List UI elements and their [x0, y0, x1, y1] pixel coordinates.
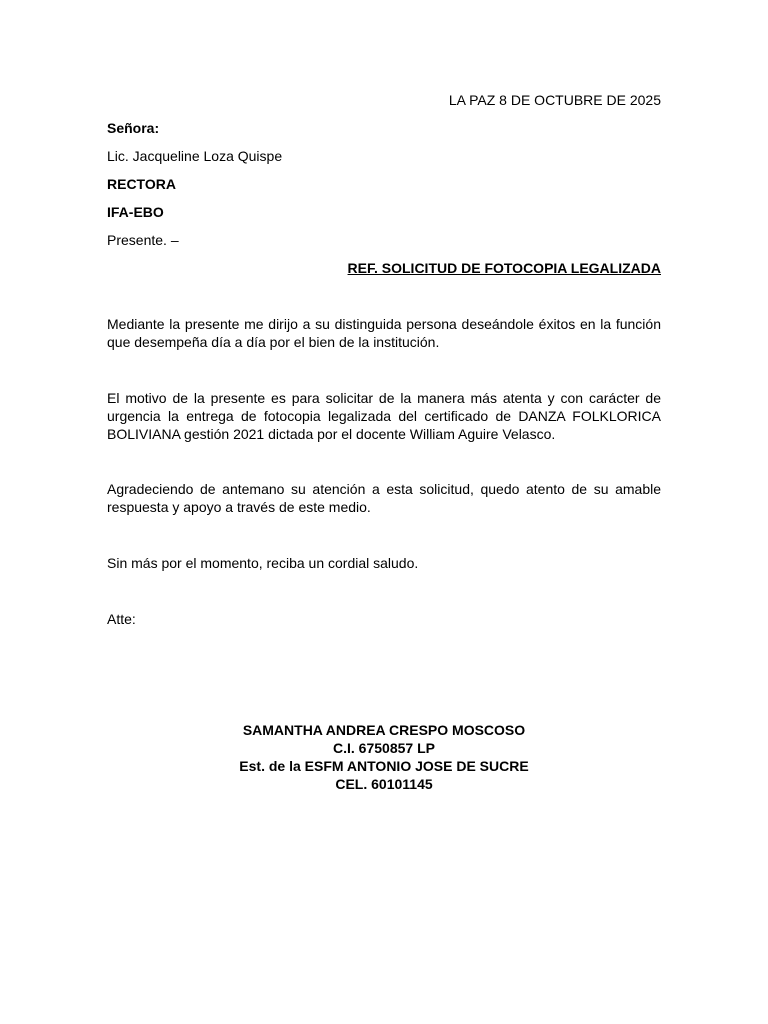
body-paragraph-3: Agradeciendo de antemano su atención a esta solicitud, quedo atento de su amable respuesta y apoyo a través de este medio.	[107, 481, 661, 515]
recipient-presente: Presente. –	[107, 232, 179, 248]
recipient-institution: IFA-EBO	[107, 204, 164, 220]
recipient-salutation: Señora:	[107, 120, 160, 136]
atte-line: Atte:	[107, 611, 136, 627]
reference-text: REF. SOLICITUD DE FOTOCOPIA LEGALIZADA	[347, 260, 661, 276]
signature-name: SAMANTHA ANDREA CRESPO MOSCOSO	[242, 722, 526, 738]
closing-line: Sin más por el momento, reciba un cordial saludo.	[107, 555, 419, 571]
signature-ci: C.I. 6750857 LP	[333, 740, 435, 756]
signature-phone: CEL. 60101145	[335, 776, 433, 792]
recipient-title: RECTORA	[107, 176, 176, 192]
signature-block	[107, 721, 661, 793]
recipient-name: Lic. Jacqueline Loza Quispe	[107, 148, 283, 164]
body-paragraph-1: Mediante la presente me dirijo a su distinguida persona deseándole éxitos en la función que desempeña día a día por el bien de la institución.	[107, 316, 661, 350]
letter-date: LA PAZ 8 DE OCTUBRE DE 2025	[448, 92, 661, 108]
body-paragraph-2: El motivo de la presente es para solicitar de la manera más atenta y con carácter de urgencia la entrega de fotocopia legalizada del certificado de DANZA FOLKLORICA BOLIVIANA gestión 2021 dictada por el docente William Aguire Velasco.	[107, 390, 661, 442]
reference-line	[107, 259, 661, 277]
signature-role: Est. de la ESFM ANTONIO JOSE DE SUCRE	[239, 758, 529, 774]
